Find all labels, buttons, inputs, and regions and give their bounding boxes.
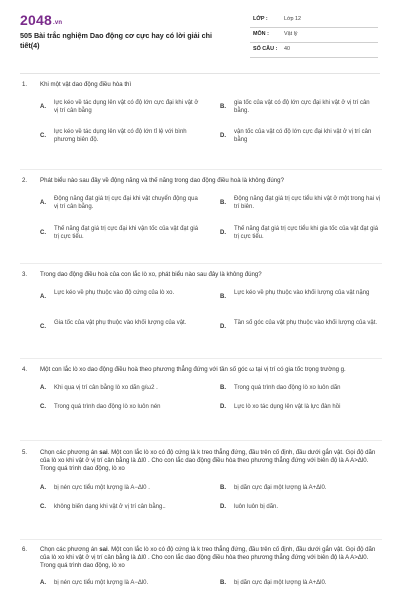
option-letter: A. <box>40 200 46 207</box>
option-list <box>20 579 382 591</box>
option-a[interactable] <box>40 579 200 587</box>
option-text: luôn luôn bị dãn. <box>234 503 279 510</box>
question-text-post: . Một con lắc lò xo có độ cứng là k treo thẳng đứng, đầu trên cố định, đầu dưới gắn vật. Gọi độ dãn của lò xo khi vật ở vị trí cân bằng là Δl0 . Cho con lắc dao động điều hòa theo phương thẳng đứng với biên độ là A A>Δl0. Trong quá trình dao động, lò xo <box>40 546 376 570</box>
option-letter: D. <box>220 404 226 411</box>
option-c[interactable] <box>40 403 200 411</box>
question-divider <box>20 358 382 359</box>
option-text: Gia tốc của vật phụ thuộc vào khối lượng của vật. <box>54 320 187 327</box>
document-title: 505 Bài trắc nghiệm Dao động cơ cực hay có lời giải chi tiết(4) <box>20 31 212 50</box>
option-letter: C. <box>40 230 46 237</box>
option-a[interactable] <box>40 384 200 392</box>
meta-row-subject <box>250 28 378 43</box>
option-letter: A. <box>40 484 46 491</box>
question-3 <box>20 271 382 351</box>
question-text: Một con lắc lò xo dao động điều hoà theo phương thẳng đứng với tần số góc ω tại vị trí có gia tốc trọng trường g. <box>40 366 346 373</box>
question-4 <box>20 366 382 414</box>
question-divider <box>20 263 382 264</box>
option-list <box>20 289 382 351</box>
option-letter: B. <box>220 579 226 586</box>
option-letter: A. <box>40 294 46 301</box>
logo-text: 2048 <box>20 12 52 28</box>
option-d[interactable] <box>220 403 382 411</box>
option-list <box>20 384 382 414</box>
option-c[interactable] <box>40 225 200 241</box>
question-stem <box>20 271 382 279</box>
question-number: 4. <box>22 366 28 373</box>
header-divider <box>20 73 380 74</box>
option-text: Trong quá trình dao động lò xo luôn nén <box>54 404 161 411</box>
option-text: vận tốc của vật có độ lớn cực đại khi vật ở vị trí cân bằng <box>234 129 372 144</box>
option-a[interactable] <box>40 99 200 115</box>
question-number: 5. <box>22 449 28 456</box>
option-letter: A. <box>40 104 46 111</box>
meta-label: SỐ CÂU : <box>253 46 278 52</box>
question-2 <box>20 177 382 257</box>
option-d[interactable] <box>220 128 382 144</box>
question-6 <box>20 546 382 591</box>
meta-value: 40 <box>284 46 290 52</box>
question-text-emphasis: sai <box>99 546 108 553</box>
option-text: Lực kéo về phụ thuộc vào khối lượng của vật nặng <box>234 290 370 297</box>
question-stem <box>20 546 382 571</box>
question-stem <box>20 81 382 89</box>
question-stem <box>20 177 382 185</box>
meta-table <box>250 13 378 58</box>
question-text-post: . Một con lắc lò xo có độ cứng là k treo thẳng đứng, đầu trên cố định, đầu dưới gắn vật. Gọi độ dãn của lò xo khi vật ở vị trí cân bằng là Δl0 . Cho con lắc dao động điều hòa theo phương thẳng đứng với biên độ là A A>Δl0. Trong quá trình dao động, lò xo <box>40 449 376 473</box>
question-text: Khi một vật dao động điều hòa thì <box>40 81 132 88</box>
question-divider <box>20 440 382 441</box>
option-letter: D. <box>220 230 226 237</box>
meta-row-count <box>250 43 378 58</box>
meta-value: Lớp 12 <box>284 16 302 22</box>
option-a[interactable] <box>40 195 200 211</box>
question-divider <box>20 169 382 170</box>
meta-label: LỚP : <box>253 16 268 22</box>
option-letter: B. <box>220 294 226 301</box>
logo-suffix: .vn <box>52 20 63 26</box>
option-text: bị dãn cực đại một lượng là A+Δl0. <box>234 579 327 586</box>
option-text: Thế năng đạt giá trị cực tiểu khi gia tốc của vật đạt giá trị cực tiểu. <box>234 226 379 241</box>
option-c[interactable] <box>40 503 200 511</box>
question-text-pre: Chọn các phương án <box>40 449 100 456</box>
option-text: Động năng đạt giá trị cực tiểu khi vật ở một trong hai vị trí biên. <box>234 196 381 211</box>
option-a[interactable] <box>40 484 200 492</box>
option-b[interactable] <box>220 579 382 587</box>
option-text: bị nén cực tiểu một lượng là A−Δl0 . <box>54 484 150 491</box>
option-letter: C. <box>40 324 46 331</box>
option-d[interactable] <box>220 225 382 241</box>
meta-value: Vật lý <box>284 31 298 37</box>
meta-row-grade <box>250 13 378 28</box>
question-number: 3. <box>22 271 28 278</box>
option-a[interactable] <box>40 289 200 301</box>
option-text: bị nén cực tiểu một lượng là A−Δl0. <box>54 579 149 586</box>
meta-label: MÔN : <box>253 31 269 37</box>
question-stem <box>20 366 382 374</box>
option-text: Khi qua vị trí cân bằng lò xo dãn g/ω2 . <box>54 385 158 392</box>
option-text: gia tốc của vật có độ lớn cực đại khi vật ở vị trí cân bằng. <box>234 100 370 115</box>
option-letter: A. <box>40 579 46 586</box>
option-text: lực kéo về tác dụng lên vật có độ lớn cực đại khi vật ở vị trí cân bằng <box>54 100 199 115</box>
question-5 <box>20 449 382 514</box>
option-d[interactable] <box>220 503 382 511</box>
option-letter: C. <box>40 404 46 411</box>
option-c[interactable] <box>40 319 200 331</box>
site-logo[interactable] <box>20 12 62 28</box>
option-d[interactable] <box>220 319 382 331</box>
option-text: Tần số góc của vật phụ thuộc vào khối lượng của vật. <box>234 320 378 327</box>
option-text: Động năng đạt giá trị cực đại khi vật chuyển động qua vị trí cân bằng. <box>54 196 198 211</box>
option-list <box>20 484 382 514</box>
question-text: Phát biểu nào sau đây về động năng và thế năng trong dao động điều hoà là không đúng? <box>40 177 284 184</box>
option-letter: B. <box>220 484 226 491</box>
option-text: Lực kéo về phụ thuộc vào độ cứng của lò xo. <box>54 290 175 297</box>
page-header <box>0 0 400 76</box>
question-number: 1. <box>22 81 28 88</box>
question-number: 6. <box>22 546 28 553</box>
question-divider <box>20 539 382 540</box>
option-text: Thế năng đạt giá trị cực đại khi vận tốc của vật đạt giá trị cực tiểu. <box>54 226 199 241</box>
question-text-emphasis: sai <box>99 449 108 456</box>
option-b[interactable] <box>220 195 382 211</box>
option-letter: C. <box>40 133 46 140</box>
option-b[interactable] <box>220 484 382 492</box>
option-b[interactable] <box>220 289 382 301</box>
option-letter: A. <box>40 385 46 392</box>
option-text: Trong quá trình dao động lò xo luôn dãn <box>234 385 341 392</box>
option-b[interactable] <box>220 384 382 392</box>
option-b[interactable] <box>220 99 382 115</box>
question-stem <box>20 449 382 474</box>
option-letter: B. <box>220 385 226 392</box>
option-text: bị dãn cực đại một lượng là A+Δl0. <box>234 484 327 491</box>
question-text-pre: Chọn các phương án <box>40 546 100 553</box>
option-list <box>20 195 382 257</box>
option-letter: D. <box>220 324 226 331</box>
option-letter: D. <box>220 133 226 140</box>
question-1 <box>20 81 382 161</box>
option-text: Lực lò xo tác dụng lên vật là lực đàn hồi <box>234 404 341 411</box>
option-letter: B. <box>220 200 226 207</box>
option-letter: D. <box>220 503 226 510</box>
option-text: lực kéo về tác dụng lên vật có độ lớn tỉ lệ với bình phương biên độ. <box>54 129 187 144</box>
option-text: không biến dạng khi vật ở vị trí cân bằng.. <box>54 503 166 510</box>
option-list <box>20 99 382 161</box>
option-c[interactable] <box>40 128 200 144</box>
question-text: Trong dao động điều hoà của con lắc lò xo, phát biểu nào sau đây là không đúng? <box>40 271 262 278</box>
option-letter: B. <box>220 104 226 111</box>
option-letter: C. <box>40 503 46 510</box>
question-number: 2. <box>22 177 28 184</box>
